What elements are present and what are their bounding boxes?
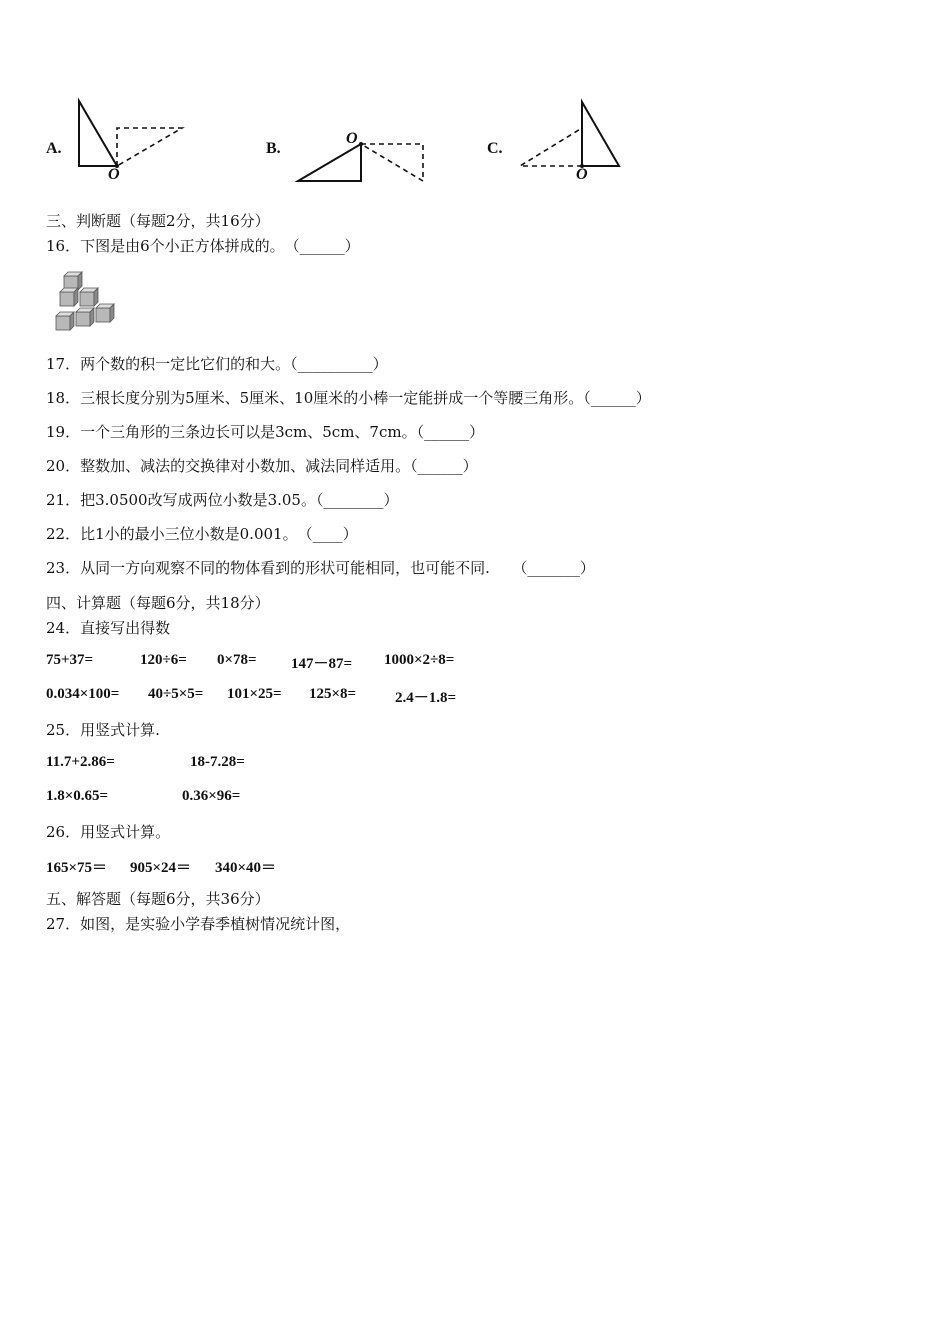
question-22: 22．比1小的最小三位小数是0.001。 （____） — [46, 525, 358, 543]
question-27: 27．如图，是实验小学春季植树情况统计图， — [46, 915, 351, 933]
question-25: 25．用竖式计算. — [46, 721, 160, 739]
question-19: 19．一个三角形的三条边长可以是3cm、5cm、7cm。（______） — [46, 423, 485, 441]
q25-item: 0.36×96= — [182, 788, 241, 804]
option-c-figure — [512, 96, 632, 188]
q25-item: 18-7.28= — [190, 754, 245, 770]
q24-item: 147－87= — [291, 656, 353, 672]
point-o-label-c: O — [576, 166, 588, 183]
q25-item: 1.8×0.65= — [46, 788, 109, 804]
section3-header: 三、判断题（每题2分，共16分） — [46, 212, 270, 230]
cube-stack-figure — [50, 268, 120, 334]
option-b-figure — [290, 136, 430, 186]
question-17: 17．两个数的积一定比它们的和大。（__________） — [46, 355, 388, 373]
point-o-label-a: O — [108, 166, 120, 183]
q26-item: 905×24＝ — [130, 860, 192, 876]
q24-item: 125×8= — [309, 686, 357, 702]
q24-item: 75+37= — [46, 652, 94, 668]
question-21: 21．把3.0500改写成两位小数是3.05。（________） — [46, 491, 399, 509]
section5-header: 五、解答题（每题6分，共36分） — [46, 890, 270, 908]
q24-item: 120÷6= — [140, 652, 187, 668]
q26-item: 165×75＝ — [46, 860, 108, 876]
option-b-label: B. — [266, 140, 281, 157]
q24-item: 0.034×100= — [46, 686, 120, 702]
question-24: 24．直接写出得数 — [46, 619, 171, 637]
option-c-label: C. — [487, 140, 503, 157]
point-o-label-b: O — [346, 130, 358, 147]
q24-item: 2.4－1.8= — [395, 690, 457, 706]
option-a-figure — [70, 96, 190, 188]
q24-item: 40÷5×5= — [148, 686, 204, 702]
q24-item: 101×25= — [227, 686, 282, 702]
q26-item: 340×40＝ — [215, 860, 277, 876]
question-20: 20．整数加、减法的交换律对小数加、减法同样适用。（______） — [46, 457, 478, 475]
q24-item: 1000×2÷8= — [384, 652, 455, 668]
q25-item: 11.7+2.86= — [46, 754, 115, 770]
question-18: 18．三根长度分别为5厘米、5厘米、10厘米的小棒一定能拼成一个等腰三角形。（______） — [46, 389, 651, 407]
question-26: 26．用竖式计算。 — [46, 823, 171, 841]
option-a-label: A. — [46, 140, 62, 157]
q24-item: 0×78= — [217, 652, 257, 668]
question-16: 16．下图是由6个小正方体拼成的。 （______） — [46, 237, 360, 255]
question-23: 23．从同一方向观察不同的物体看到的形状可能相同，也可能不同. （_______） — [46, 559, 595, 577]
section4-header: 四、计算题（每题6分，共18分） — [46, 594, 270, 612]
